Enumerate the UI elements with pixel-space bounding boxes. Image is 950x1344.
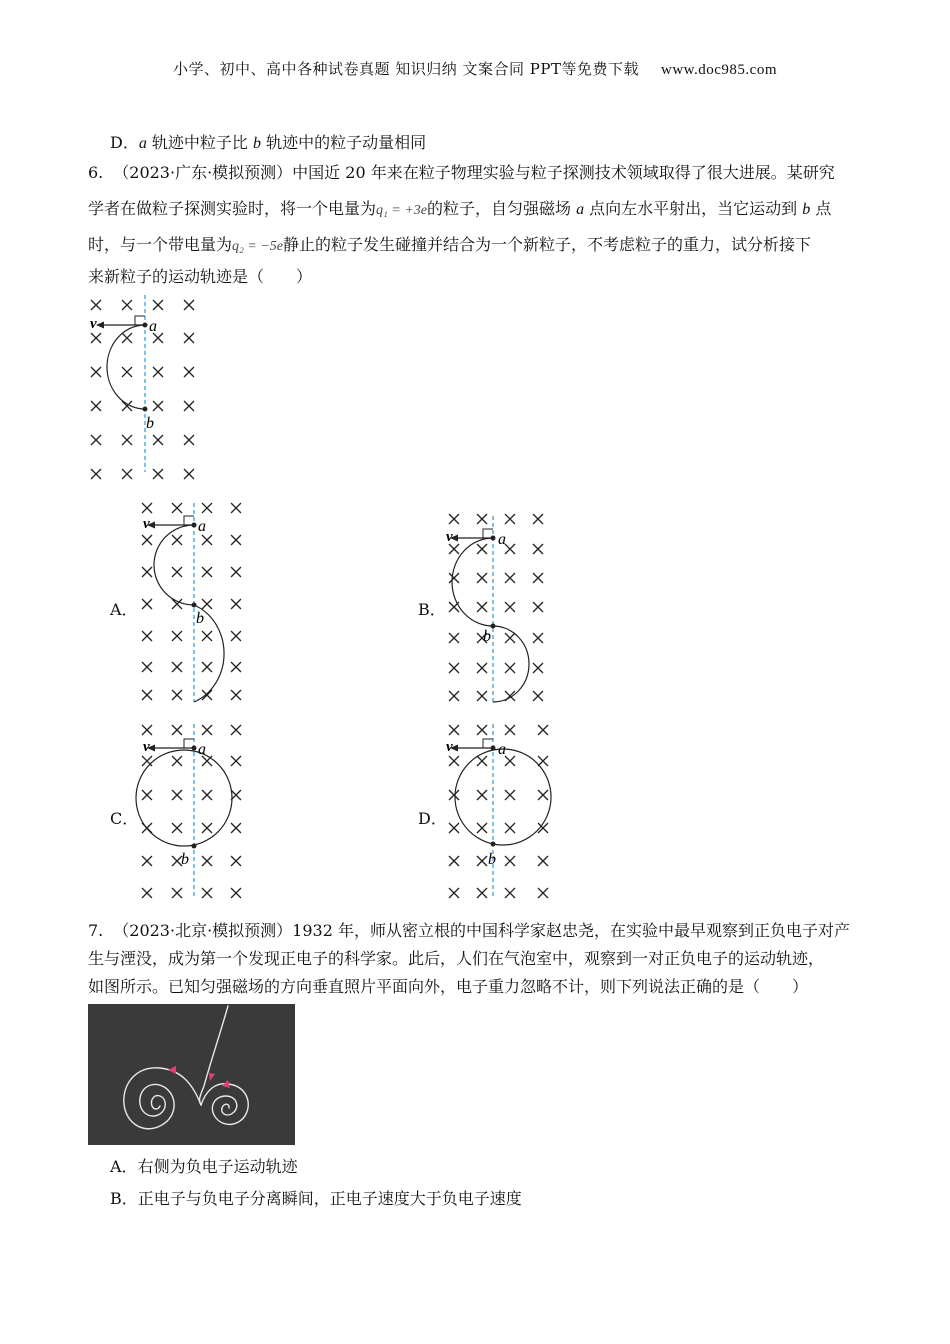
cross-mark	[231, 535, 241, 545]
label-a: a	[198, 518, 206, 535]
q6-option-b-figure	[442, 508, 572, 708]
q1-formula: q₁ = +3e	[376, 203, 427, 218]
point-b-dot	[192, 844, 197, 849]
cross-mark	[477, 514, 487, 524]
cross-mark	[153, 401, 163, 411]
cross-mark	[142, 631, 152, 641]
cross-mark	[202, 662, 212, 672]
cross-mark	[231, 631, 241, 641]
cross-mark	[505, 725, 515, 735]
point-a-dot	[491, 746, 496, 751]
cross-mark	[477, 823, 487, 833]
q7-line-3: 如图所示。已知匀强磁场的方向垂直照片平面向外，电子重力忽略不计，则下列说法正确的是（ ）	[88, 977, 809, 996]
cross-mark	[142, 790, 152, 800]
cross-mark	[477, 756, 487, 766]
incoming-direction-arrow	[209, 1073, 215, 1081]
cross-mark	[477, 573, 487, 583]
cross-mark	[533, 663, 543, 673]
cross-mark	[477, 663, 487, 673]
cross-mark	[202, 599, 212, 609]
cross-mark	[231, 599, 241, 609]
cross-mark	[142, 888, 152, 898]
cross-mark	[449, 823, 459, 833]
cross-mark	[202, 790, 212, 800]
cross-mark	[172, 662, 182, 672]
velocity-arrowhead	[96, 322, 104, 329]
label-v: v	[446, 739, 453, 755]
cross-mark	[505, 544, 515, 554]
cross-mark	[172, 503, 182, 513]
cross-mark	[533, 691, 543, 701]
cross-mark	[449, 544, 459, 554]
cross-mark	[477, 544, 487, 554]
label-a: a	[198, 741, 206, 758]
cross-mark	[153, 469, 163, 479]
cross-mark	[449, 888, 459, 898]
label-v: v	[90, 316, 97, 332]
point-a-dot	[192, 523, 197, 528]
q5-option-d: D．a 轨迹中粒子比 b 轨迹中的粒子动量相同	[110, 133, 427, 152]
cross-mark	[142, 856, 152, 866]
cross-mark	[172, 567, 182, 577]
cross-mark	[184, 469, 194, 479]
cross-mark	[449, 633, 459, 643]
cross-mark	[91, 367, 101, 377]
q6-option-a-figure	[135, 495, 265, 710]
photo-tracks	[88, 1004, 295, 1145]
q6-option-d-label: D．	[418, 809, 447, 828]
page-header	[0, 58, 950, 79]
label-b: b	[181, 851, 189, 868]
cross-mark	[533, 633, 543, 643]
cross-mark	[449, 756, 459, 766]
header-url: www.doc985.com	[660, 62, 777, 78]
cross-mark	[505, 756, 515, 766]
cross-mark	[184, 333, 194, 343]
q6-option-b-label: B．	[418, 600, 446, 619]
cross-mark	[449, 691, 459, 701]
q7-option-b: B．正电子与负电子分离瞬间，正电子速度大于负电子速度	[110, 1189, 522, 1208]
cross-mark	[505, 633, 515, 643]
cross-mark	[142, 567, 152, 577]
point-b-dot	[491, 624, 496, 629]
trajectory	[452, 538, 529, 702]
magnetic-field-crosses	[91, 300, 194, 479]
cross-mark	[142, 725, 152, 735]
cross-mark	[172, 790, 182, 800]
q6-option-d-figure	[442, 716, 572, 906]
cross-mark	[122, 469, 132, 479]
cross-mark	[231, 888, 241, 898]
point-b-dot	[491, 842, 496, 847]
left-direction-arrow	[168, 1066, 176, 1074]
trajectory	[154, 525, 224, 702]
cross-mark	[184, 300, 194, 310]
q6-line-4: 来新粒子的运动轨迹是（ ）	[88, 267, 313, 286]
cross-mark	[142, 662, 152, 672]
point-a-dot	[192, 746, 197, 751]
label-v: v	[143, 739, 150, 755]
right-spiral-track	[201, 1084, 248, 1125]
cross-mark	[477, 691, 487, 701]
cross-mark	[91, 333, 101, 343]
q7-line-1: 7. （2023·北京·模拟预测）1932 年，师从密立根的中国科学家赵忠尧，在实验中最早观察到正负电子对产	[88, 921, 850, 940]
q6-line-3: 时，与一个带电量为q₂ = −5e静止的粒子发生碰撞并结合为一个新粒子，不考虑粒子的重力，试分析接下	[88, 235, 812, 254]
cross-mark	[172, 599, 182, 609]
cross-mark	[477, 856, 487, 866]
cross-mark	[449, 663, 459, 673]
point-b-dot	[143, 407, 148, 412]
cross-mark	[505, 602, 515, 612]
point-a-dot	[143, 323, 148, 328]
cross-mark	[142, 599, 152, 609]
cross-mark	[231, 690, 241, 700]
q6-option-c-label: C．	[110, 809, 139, 828]
cross-mark	[231, 856, 241, 866]
q6-line-2: 学者在做粒子探测实验时，将一个电量为q₁ = +3e的粒子，自匀强磁场 a 点向左水平射出，当它运动到 b 点	[88, 199, 832, 218]
cross-mark	[231, 662, 241, 672]
q6-option-a-label: A．	[110, 600, 138, 619]
cross-mark	[505, 888, 515, 898]
cross-mark	[91, 300, 101, 310]
q2-formula: q₂ = −5e	[232, 239, 283, 254]
cross-mark	[231, 756, 241, 766]
cross-mark	[231, 823, 241, 833]
cross-mark	[505, 663, 515, 673]
magnetic-field-crosses	[142, 503, 241, 700]
cross-mark	[533, 514, 543, 524]
cross-mark	[91, 401, 101, 411]
cross-mark	[231, 503, 241, 513]
cross-mark	[172, 631, 182, 641]
left-spiral-track	[124, 1068, 201, 1129]
incoming-track	[200, 1006, 228, 1105]
cross-mark	[122, 367, 132, 377]
cross-mark	[533, 544, 543, 554]
cross-mark	[538, 790, 548, 800]
cross-mark	[122, 300, 132, 310]
cross-mark	[142, 756, 152, 766]
cross-mark	[449, 573, 459, 583]
label-b: b	[488, 851, 496, 868]
cross-mark	[172, 888, 182, 898]
cross-mark	[505, 790, 515, 800]
cross-mark	[172, 535, 182, 545]
cross-mark	[202, 888, 212, 898]
cross-mark	[505, 514, 515, 524]
label-b: b	[483, 628, 491, 645]
cross-mark	[533, 602, 543, 612]
cross-mark	[202, 567, 212, 577]
cross-mark	[172, 823, 182, 833]
magnetic-field-crosses	[449, 514, 543, 701]
cross-mark	[505, 573, 515, 583]
label-v: v	[143, 516, 150, 532]
cross-mark	[153, 367, 163, 377]
cross-mark	[538, 756, 548, 766]
cross-mark	[142, 535, 152, 545]
label-b: b	[196, 610, 204, 627]
cross-mark	[538, 856, 548, 866]
cross-mark	[184, 401, 194, 411]
header-text: 小学、初中、高中各种试卷真题 知识归纳 文案合同 PPT等免费下载	[172, 60, 639, 78]
cross-mark	[449, 790, 459, 800]
cross-mark	[142, 503, 152, 513]
cross-mark	[172, 756, 182, 766]
cross-mark	[202, 503, 212, 513]
cross-mark	[477, 725, 487, 735]
cross-mark	[184, 367, 194, 377]
cross-mark	[202, 823, 212, 833]
trajectory	[455, 749, 551, 845]
cross-mark	[202, 631, 212, 641]
q6-main-figure	[80, 290, 220, 490]
bubble-chamber-photo	[88, 1004, 295, 1145]
label-a: a	[149, 318, 157, 335]
cross-mark	[202, 535, 212, 545]
label-a: a	[498, 741, 506, 758]
cross-mark	[184, 435, 194, 445]
q6-line-1: 6. （2023·广东·模拟预测）中国近 20 年来在粒子物理实验与粒子探测技术领域取得了很大进展。某研究	[88, 163, 835, 182]
cross-mark	[172, 690, 182, 700]
cross-mark	[122, 435, 132, 445]
cross-mark	[477, 602, 487, 612]
cross-mark	[91, 435, 101, 445]
q7-line-2: 生与湮没，成为第一个发现正电子的科学家。此后，人们在气泡室中，观察到一对正负电子的运动轨迹，	[88, 949, 825, 968]
cross-mark	[153, 435, 163, 445]
cross-mark	[538, 725, 548, 735]
cross-mark	[172, 725, 182, 735]
point-b-dot	[192, 603, 197, 608]
cross-mark	[505, 823, 515, 833]
label-v: v	[446, 529, 453, 545]
cross-mark	[153, 300, 163, 310]
cross-mark	[477, 888, 487, 898]
cross-mark	[533, 573, 543, 583]
cross-mark	[231, 725, 241, 735]
cross-mark	[449, 725, 459, 735]
cross-mark	[477, 790, 487, 800]
q7-option-a: A．右侧为负电子运动轨迹	[110, 1157, 298, 1176]
q6-option-c-figure	[135, 716, 265, 906]
cross-mark	[449, 514, 459, 524]
cross-mark	[505, 856, 515, 866]
label-a: a	[498, 531, 506, 548]
cross-mark	[142, 690, 152, 700]
cross-mark	[202, 856, 212, 866]
cross-mark	[122, 333, 132, 343]
point-a-dot	[491, 536, 496, 541]
cross-mark	[91, 469, 101, 479]
cross-mark	[202, 690, 212, 700]
cross-mark	[231, 567, 241, 577]
cross-mark	[449, 856, 459, 866]
label-b: b	[146, 415, 154, 432]
cross-mark	[202, 725, 212, 735]
cross-mark	[538, 888, 548, 898]
